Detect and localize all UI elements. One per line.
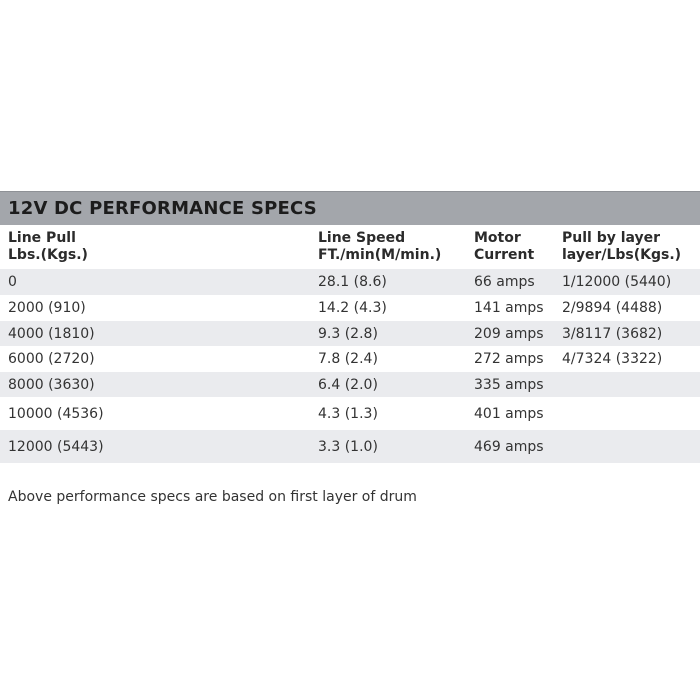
cell-pull-by-layer: 3/8117 (3682) bbox=[562, 325, 663, 342]
cell-line-speed: 14.2 (4.3) bbox=[318, 300, 387, 316]
cell-line-speed: 6.4 (2.0) bbox=[318, 376, 378, 393]
table-row bbox=[0, 346, 700, 372]
header-pull-by-layer-line1: Pull by layer bbox=[562, 230, 661, 246]
header-motor-current-line2: Current bbox=[474, 247, 535, 263]
cell-line-speed: 9.3 (2.8) bbox=[318, 325, 378, 342]
cell-line-pull: 2000 (910) bbox=[8, 300, 86, 316]
table-row bbox=[0, 430, 700, 463]
header-pull-by-layer bbox=[554, 230, 700, 269]
header-line-pull-line1: Line Pull bbox=[8, 230, 76, 246]
cell-motor-current: 401 amps bbox=[474, 405, 544, 422]
header-motor-current-line1: Motor bbox=[474, 230, 521, 246]
table-row bbox=[0, 321, 700, 346]
header-line-speed-line1: Line Speed bbox=[318, 230, 406, 246]
performance-specs-table bbox=[0, 191, 700, 463]
cell-line-speed: 28.1 (8.6) bbox=[318, 274, 387, 290]
cell-motor-current: 141 amps bbox=[474, 300, 544, 316]
footnote-text: Above performance specs are based on first layer of drum bbox=[8, 489, 417, 505]
table-row bbox=[0, 295, 700, 321]
cell-pull-by-layer: 2/9894 (4488) bbox=[562, 300, 663, 316]
cell-line-pull: 6000 (2720) bbox=[8, 351, 95, 367]
cell-line-pull: 0 bbox=[8, 274, 17, 290]
cell-motor-current: 272 amps bbox=[474, 351, 544, 367]
cell-line-pull: 12000 (5443) bbox=[8, 438, 104, 455]
table-title: 12V DC PERFORMANCE SPECS bbox=[8, 198, 317, 219]
cell-line-pull: 10000 (4536) bbox=[8, 405, 104, 422]
cell-line-speed: 7.8 (2.4) bbox=[318, 351, 378, 367]
cell-motor-current: 209 amps bbox=[474, 325, 544, 342]
cell-pull-by-layer: 1/12000 (5440) bbox=[562, 274, 672, 290]
table-row bbox=[0, 372, 700, 397]
cell-motor-current: 66 amps bbox=[474, 274, 535, 290]
header-motor-current bbox=[466, 230, 554, 269]
table-row bbox=[0, 397, 700, 430]
table-title-bar bbox=[0, 191, 700, 225]
header-line-speed-line2: FT./min(M/min.) bbox=[318, 247, 442, 263]
cell-pull-by-layer: 4/7324 (3322) bbox=[562, 351, 663, 367]
cell-line-speed: 4.3 (1.3) bbox=[318, 405, 378, 422]
cell-line-pull: 8000 (3630) bbox=[8, 376, 95, 393]
cell-line-pull: 4000 (1810) bbox=[8, 325, 95, 342]
table-header-row bbox=[0, 225, 700, 269]
header-line-speed bbox=[310, 230, 466, 269]
table-row bbox=[0, 269, 700, 295]
cell-line-speed: 3.3 (1.0) bbox=[318, 438, 378, 455]
header-line-pull-line2: Lbs.(Kgs.) bbox=[8, 247, 88, 263]
header-line-pull bbox=[0, 230, 310, 269]
cell-motor-current: 469 amps bbox=[474, 438, 544, 455]
cell-motor-current: 335 amps bbox=[474, 376, 544, 393]
header-pull-by-layer-line2: layer/Lbs(Kgs.) bbox=[562, 247, 682, 263]
